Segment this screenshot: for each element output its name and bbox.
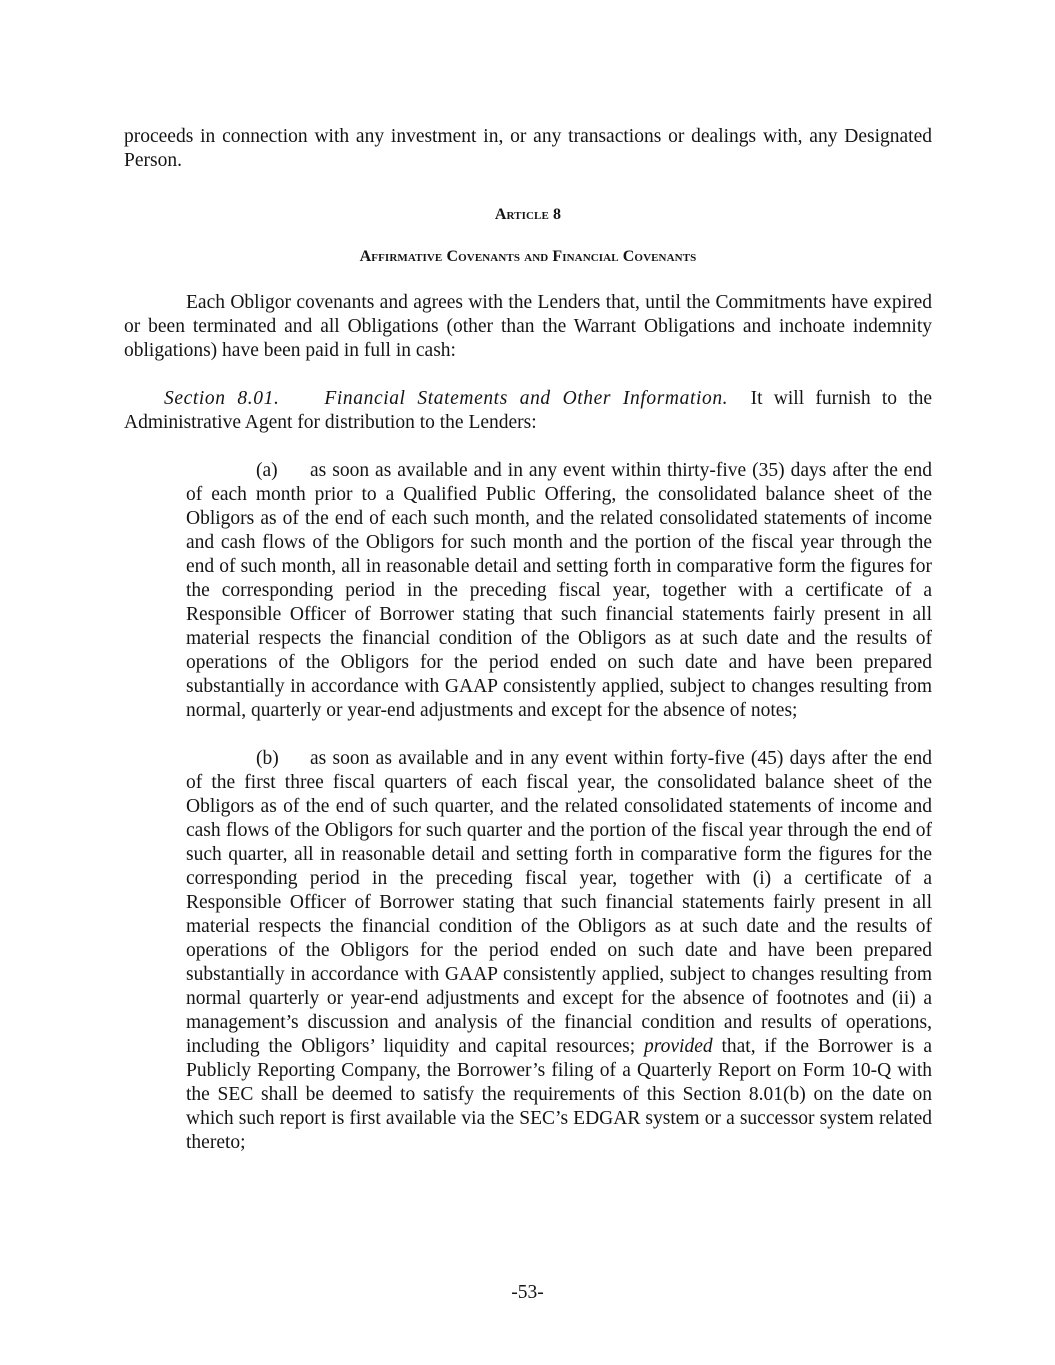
document-page [124, 125, 932, 1179]
article-title: Affirmative Covenants and Financial Covenants [359, 248, 697, 265]
section-number: Section 8.01. [164, 388, 280, 409]
intro-paragraph: Each Obligor covenants and agrees with the Lenders that, until the Commitments have expired or been terminated and all Obligations (other than the Warrant Obligations and inchoate indemnity obligations) have been paid in full in cash: [124, 292, 932, 361]
clause-label: (a) [256, 460, 278, 481]
proviso-word: provided [644, 1036, 713, 1057]
article-number: Article 8 [494, 206, 562, 223]
section-title: Financial Statements and Other Information. [324, 388, 729, 409]
section-8-01-paragraph [124, 387, 932, 435]
clause-a [186, 459, 932, 723]
clause-b [186, 747, 932, 1155]
clause-text: as soon as available and in any event within forty-five (45) days after the end of the first three fiscal quarters of each fiscal year, the consolidated balance sheet of the Obligors as of the end of such quarter, and the related consolidated statements of income and cash flows of the Obligors for such quarter and the portion of the fiscal year through the end of such quarter, all in reasonable detail and setting forth in comparative form the figures for the corresponding period in the preceding fiscal year, together with (i) a certificate of a Responsible Officer of Borrower stating that such financial statements fairly present in all material respects the financial condition of the Obligors as at such date and the results of operations of the Obligors for the period ended on such date and have been prepared substantially in accordance with GAAP consistently applied, subject to changes resulting from normal quarterly or year-end adjustments and except for the absence of footnotes and (ii) a management’s discussion and analysis of the financial condition and results of operations, including the Obligors’ liquidity and capital resources; [186, 748, 932, 1057]
page-number: -53- [511, 1282, 544, 1303]
proviso-text: that, if the Borrower is a Publicly Reporting Company, the Borrower’s filing of a Quarterly Report on Form 10-Q with the SEC shall be deemed to satisfy the requirements of this Section 8.01(b) on the date on which such report is first available via the SEC’s EDGAR system or a successor system related thereto; [186, 1036, 932, 1153]
clause-text: as soon as available and in any event within thirty-five (35) days after the end of each month prior to a Qualified Public Offering, the consolidated balance sheet of the Obligors as of the end of each such month, and the related consolidated statements of income and cash flows of the Obligors for such month and the portion of the fiscal year through the end of such month, all in reasonable detail and setting forth in comparative form the figures for the corresponding period in the preceding fiscal year, together with a certificate of a Responsible Officer of Borrower stating that such financial statements fairly present in all material respects the financial condition of the Obligors as at such date and the results of operations of the Obligors for the period ended on such date and have been prepared substantially in accordance with GAAP consistently applied, subject to changes resulting from normal, quarterly or year-end adjustments and except for the absence of notes; [186, 460, 932, 721]
carryover-paragraph: proceeds in connection with any investment in, or any transactions or dealings with, any Designated Person. [124, 126, 932, 171]
clause-label: (b) [256, 748, 279, 769]
section-text: It will furnish to the Administrative Agent for distribution to the Lenders: [124, 388, 933, 433]
